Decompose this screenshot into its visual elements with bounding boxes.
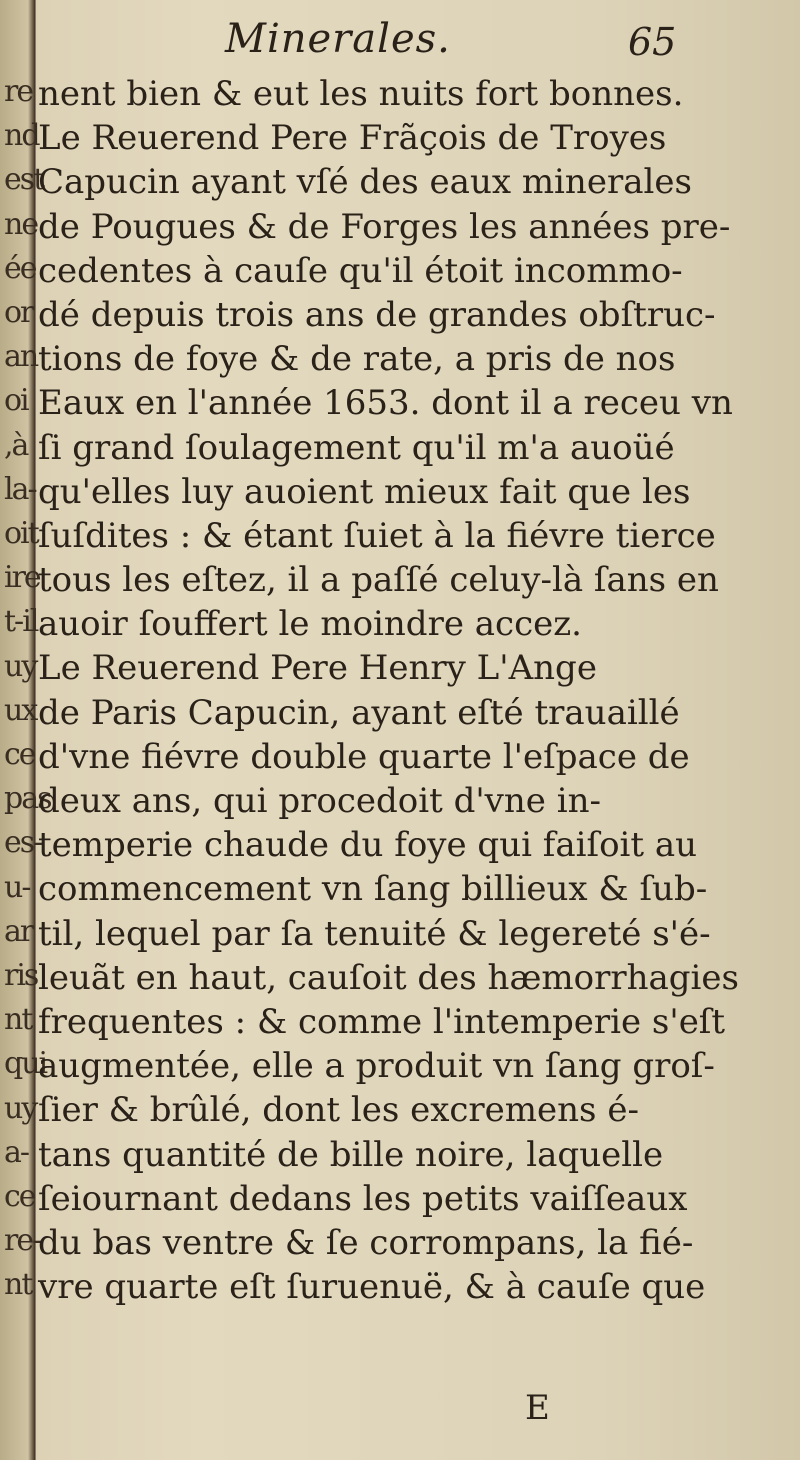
gutter-fragment: u- [4,869,30,905]
text-line: leuãt en haut, cauſoit des hæmorrhagies [38,957,740,998]
gutter-fragment: nd [4,118,39,154]
gutter-fragment: est [4,162,44,198]
gutter-fragment: ée [4,250,36,286]
text-line: du bas ventre & ſe corrompans, la fié- [38,1222,694,1263]
text-line: de Pougues & de Forges les années pre- [38,206,731,247]
gutter-fragment: or [4,295,33,330]
text-line: qu'elles luy auoient mieux fait que les [38,471,691,512]
text-line: vre quarte eſt ſuruenuë, & à cauſe que [38,1267,706,1308]
gutter-fragment: pas [4,781,51,817]
gutter-fragment: oit [4,516,38,551]
gutter-fragment: oi [4,383,28,419]
gutter-fragment: qui [4,1046,47,1082]
gutter-fragment: ce [4,1179,35,1214]
gutter-fragment: an [4,339,38,375]
page-header [0,14,800,62]
text-line: Eaux en l'année 1653. dont il a receu vn [38,383,733,424]
text-line: auoir ſouffert le moindre accez. [38,604,582,645]
running-head: Minerales. [225,16,451,62]
gutter-fragment: ,à [4,427,28,463]
text-line: Le Reuerend Pere Frãçois de Troyes [38,118,667,159]
text-line: ſi grand ſoulagement qu'il m'a auoüé [38,427,675,468]
gutter-fragment: ire [4,560,40,596]
gutter-fragment: t-il [4,604,38,640]
text-line: deux ans, qui procedoit d'vne in- [38,781,601,821]
gutter-fragment: re- [4,1223,41,1259]
text-line: nent bien & eut les nuits fort bonnes. [38,74,684,114]
gutter-fragment: ris [4,958,38,993]
gutter-fragment: nt [4,1002,32,1038]
gutter-fragment: ar [4,913,33,949]
gutter-fragment: uy [4,648,37,684]
text-line: commencement vn ſang billieux & ſub- [38,869,708,910]
text-line: tions de foye & de rate, a pris de nos [38,339,676,380]
gutter-fragment: a- [4,1134,29,1170]
gutter-fragment: ce [4,737,35,772]
body-text [38,72,740,1309]
facing-page-gutter [0,0,51,1460]
gutter-fragment: es- [4,825,42,861]
text-line: d'vne fiévre double quarte l'eſpace de [38,736,690,777]
gutter-fragment: ne [4,206,38,242]
text-line: Le Reuerend Pere Henry L'Ange [38,648,597,689]
text-line: dé depuis trois ans de grandes obſtruc- [38,294,716,335]
text-line: ſier & brûlé, dont les excremens é- [38,1090,639,1131]
text-line: ſuſdites : & étant ſuiet à la fiévre tierce [38,515,716,556]
text-line: tous les eſtez, il a paſſé celuy-là ſans en [38,560,719,601]
text-line: ſeiournant dedans les petits vaiſſeaux [38,1178,688,1219]
text-line: til, lequel par ſa tenuité & legereté s'é- [38,913,711,954]
text-line: augmentée, elle a produit vn ſang groſ- [38,1046,715,1087]
gutter-fragment: ux [4,692,37,728]
gutter-fragment: nt [4,1267,32,1303]
text-line: cedentes à cauſe qu'il étoit incommo- [38,250,683,291]
text-line: tans quantité de bille noire, laquelle [38,1134,664,1175]
page-number: 65 [628,20,677,64]
text-line: de Paris Capucin, ayant eſté trauaillé [38,692,680,733]
gutter-fragment: re [4,74,33,109]
catchword: E [525,1388,550,1428]
text-line: Capucin ayant vſé des eaux minerales [38,162,692,203]
gutter-fragment: la- [4,471,36,507]
text-line: temperie chaude du foye qui faiſoit au [38,825,698,866]
gutter-fragment: uy [4,1090,37,1126]
text-line: frequentes : & comme l'intemperie s'eſt [38,1001,726,1042]
